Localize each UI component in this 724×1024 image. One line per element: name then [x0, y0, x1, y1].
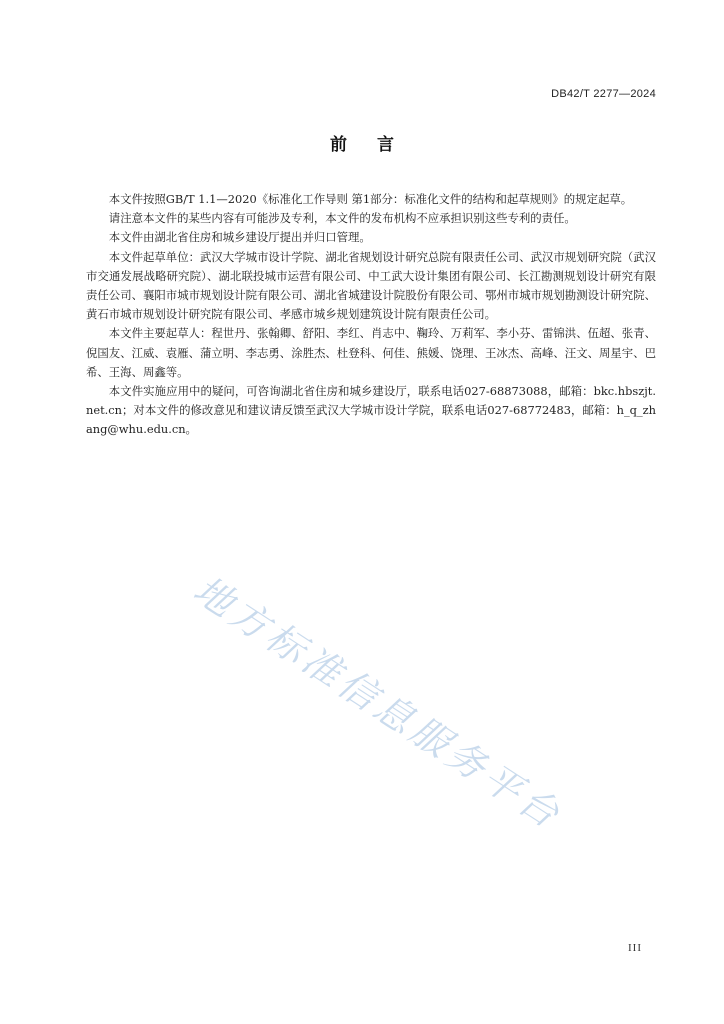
- page-title: 前言: [330, 135, 424, 155]
- paragraph-drafting-units: 本文件起草单位：武汉大学城市设计学院、湖北省规划设计研究总院有限责任公司、武汉市规划研究院（武汉市交通发展战略研究院）、湖北联投城市运营有限公司、中工武大设计集团有限公司、长江勘测规划设计研究有限责任公司、襄阳市城市规划设计院有限公司、湖北省城建设计院股份有限公司、鄂州市城市规划勘测设计研究院、黄石市城市规划设计研究院有限公司、孝感市城乡规划建筑设计院有限责任公司。: [86, 249, 656, 322]
- paragraph-drafters: 本文件主要起草人：程世丹、张翰卿、舒阳、李红、肖志中、鞠玲、万莉军、李小芬、雷锦洪、伍超、张青、倪国友、江威、袁雁、蒲立明、李志勇、涂胜杰、杜登科、何佳、熊媛、饶理、王冰杰、高峰、汪文、周星宇、巴希、王海、周鑫等。: [86, 326, 656, 379]
- preface-body: [86, 190, 656, 440]
- page-number: III: [628, 942, 642, 954]
- paragraph-contact: 本文件实施应用中的疑问，可咨询湖北省住房和城乡建设厅，联系电话027-68873088，邮箱：bkc.hbszjt.net.cn；对本文件的修改意见和建议请反馈至武汉大学城市设计学院，联系电话027-68772483，邮箱：h_q_zhang@whu.edu.cn。: [86, 384, 656, 437]
- watermark: 地方标准信息服务平台: [185, 567, 571, 839]
- paragraph-patent-notice: 请注意本文件的某些内容有可能涉及专利，本文件的发布机构不应承担识别这些专利的责任。: [108, 211, 576, 226]
- standard-code: DB42/T 2277—2024: [551, 88, 656, 100]
- paragraph-proposer: 本文件由湖北省住房和城乡建设厅提出并归口管理。: [108, 230, 371, 245]
- paragraph-drafting-rules: 本文件按照GB/T 1.1—2020《标准化工作导则 第1部分：标准化文件的结构和起草规则》的规定起草。: [108, 192, 633, 206]
